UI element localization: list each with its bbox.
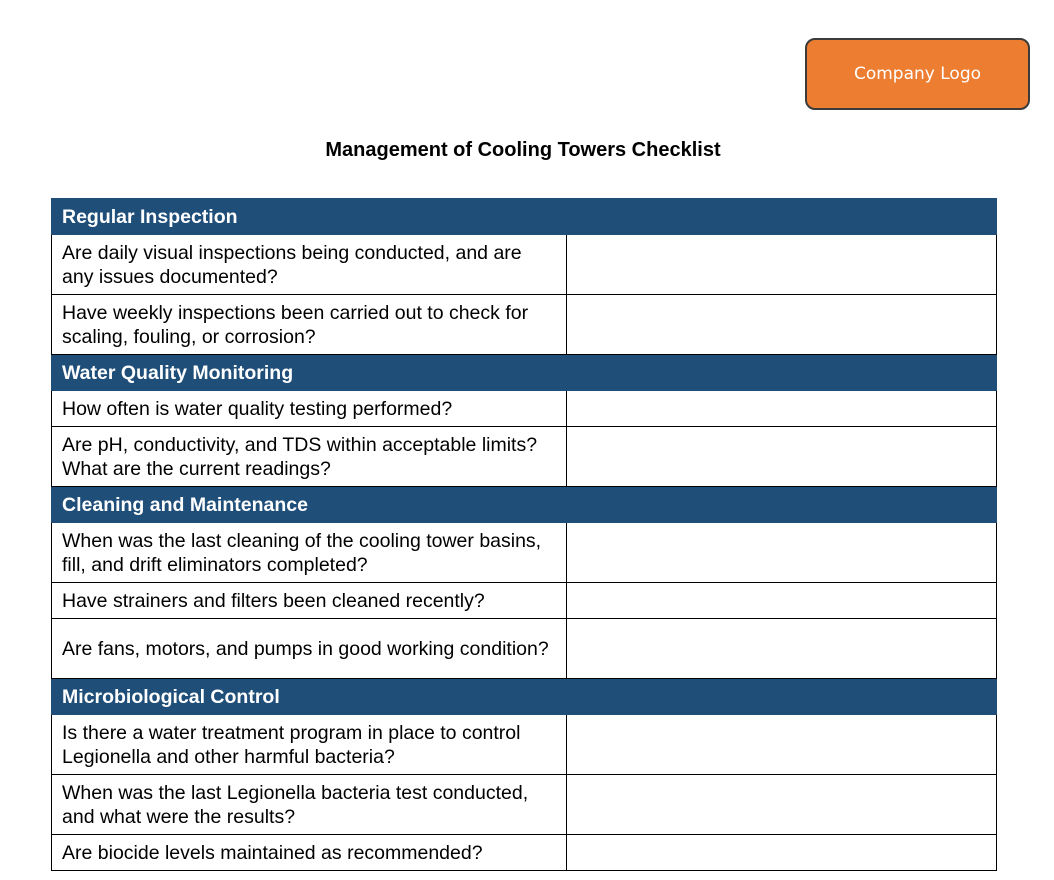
table-row [52,523,997,583]
section-heading: Regular Inspection [52,199,997,235]
question-cell: Have weekly inspections been carried out to check for scaling, fouling, or corrosion? [52,295,567,355]
answer-cell[interactable] [567,391,997,427]
section-heading: Microbiological Control [52,679,997,715]
answer-cell[interactable] [567,835,997,871]
section-header-regular-inspection [52,199,997,235]
question-cell: Are daily visual inspections being conducted, and are any issues documented? [52,235,567,295]
company-logo: Company Logo [805,38,1030,110]
section-header-water-quality-monitoring [52,355,997,391]
answer-cell[interactable] [567,775,997,835]
question-cell: Are pH, conductivity, and TDS within acceptable limits? What are the current readings? [52,427,567,487]
checklist-table [51,198,997,871]
table-row [52,583,997,619]
question-cell: How often is water quality testing performed? [52,391,567,427]
section-header-microbiological-control [52,679,997,715]
table-row [52,427,997,487]
table-row [52,775,997,835]
question-cell: When was the last cleaning of the cooling tower basins, fill, and drift eliminators completed? [52,523,567,583]
question-cell: Is there a water treatment program in place to control Legionella and other harmful bacteria? [52,715,567,775]
question-cell: Are fans, motors, and pumps in good working condition? [52,619,567,679]
table-row [52,391,997,427]
answer-cell[interactable] [567,583,997,619]
answer-cell[interactable] [567,619,997,679]
section-heading: Cleaning and Maintenance [52,487,997,523]
answer-cell[interactable] [567,295,997,355]
question-cell: Are biocide levels maintained as recommended? [52,835,567,871]
table-row [52,295,997,355]
question-cell: Have strainers and filters been cleaned recently? [52,583,567,619]
answer-cell[interactable] [567,235,997,295]
answer-cell[interactable] [567,427,997,487]
table-row [52,235,997,295]
page-title: Management of Cooling Towers Checklist [325,139,721,161]
table-row [52,619,997,679]
section-heading: Water Quality Monitoring [52,355,997,391]
question-cell: When was the last Legionella bacteria test conducted, and what were the results? [52,775,567,835]
table-row [52,715,997,775]
answer-cell[interactable] [567,715,997,775]
section-header-cleaning-and-maintenance [52,487,997,523]
answer-cell[interactable] [567,523,997,583]
table-row [52,835,997,871]
